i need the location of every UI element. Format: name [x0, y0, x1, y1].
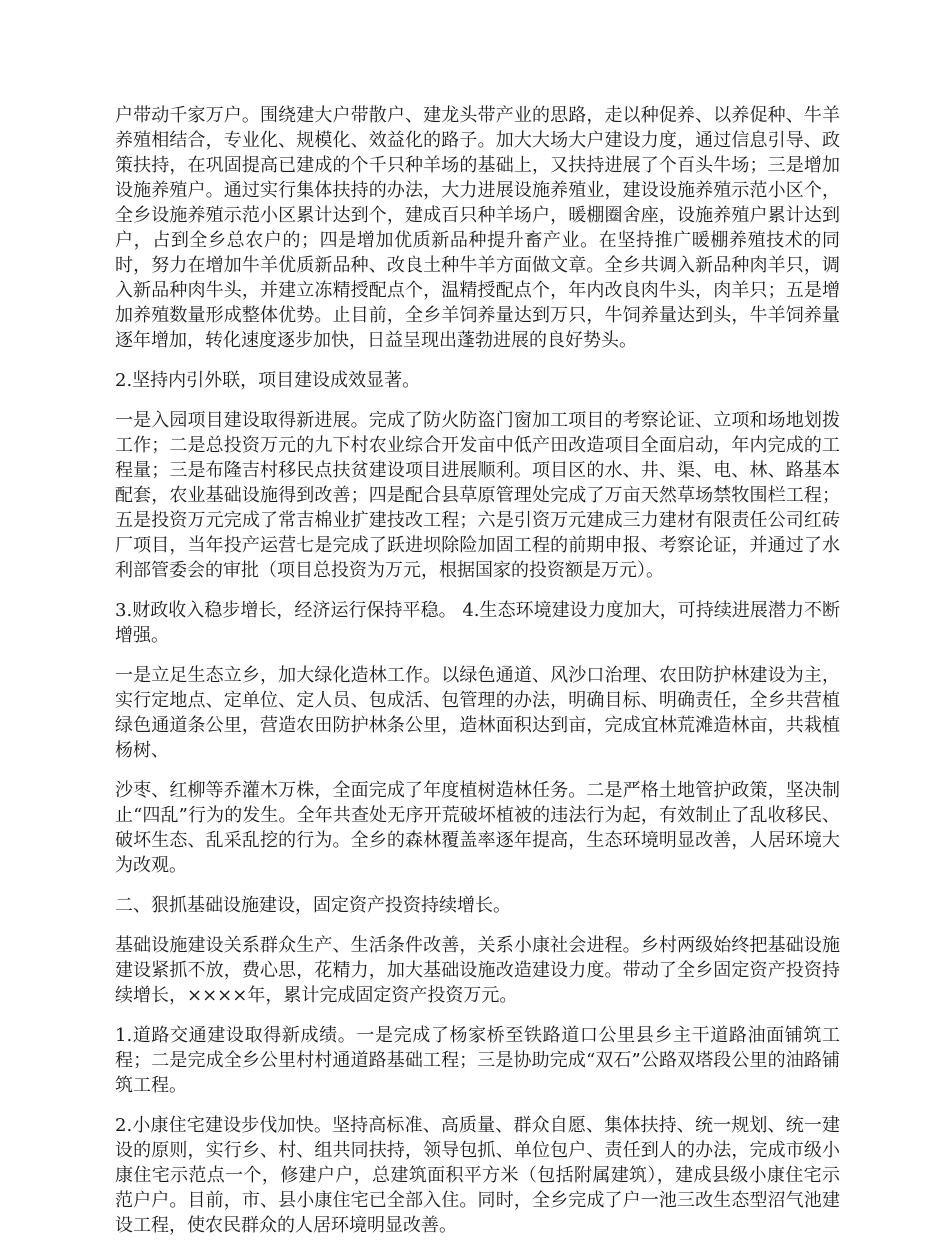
paragraph-afforestation: 一是立足生态立乡，加大绿化造林工作。以绿色通道、风沙口治理、农田防护林建设为主，实行定地点、定单位、定人员、包成活、包管理的办法，明确目标、明确责任，全乡共营植绿色通道条公里，营造农田防护林条公里，造林面积达到亩，完成宜林荒滩造林亩，共栽植杨树、 — [115, 665, 840, 761]
heading-project-construction: 2.坚持内引外联，项目建设成效显著。 — [115, 370, 421, 391]
paragraph-land-protection: 沙枣、红柳等乔灌木万株，全面完成了年度植树造林任务。二是严格土地管护政策，坚决制止“四乱”行为的发生。全年共查处无序开荒破坏植被的违法行为起，有效制止了乱收移民、破坏生态、乱采乱挖的行为。全乡的森林覆盖率逐年提高，生态环境明显改善，人居环境大为改观。 — [115, 780, 840, 876]
paragraph-roads: 1.道路交通建设取得新成绩。一是完成了杨家桥至铁路道口公里县乡主干道路油面铺筑工程；二是完成全乡公里村村通道路基础工程；三是协助完成“双石”公路双塔段公里的油路铺筑工程。 — [115, 1025, 840, 1096]
paragraph-projects: 一是入园项目建设取得新进展。完成了防火防盗门窗加工项目的考察论证、立项和场地划拨工作；二是总投资万元的九下村农业综合开发亩中低产田改造项目全面启动，年内完成的工程量；三是布隆吉村移民点扶贫建设项目进展顺利。项目区的水、井、渠、电、林、路基本配套，农业基础设施得到改善；四是配合县草原管理处完成了万亩天然草场禁牧围栏工程；五是投资万元完成了常吉棉业扩建技改工程；六是引资万元建成三力建材有限责任公司红砖厂项目，当年投产运营七是完成了跃进坝除险加固工程的前期申报、考察论证，并通过了水利部管委会的审批（项目总投资为万元，根据国家的投资额是万元）。 — [115, 410, 840, 581]
paragraph-infrastructure: 基础设施建设关系群众生产、生活条件改善，关系小康社会进程。乡村两级始终把基础设施建设紧抓不放，费心思，花精力，加大基础设施改造建设力度。带动了全乡固定资产投资持续增长，××××年，累计完成固定资产投资万元。 — [115, 935, 840, 1006]
paragraph-housing: 2.小康住宅建设步伐加快。坚持高标准、高质量、群众自愿、集体扶持、统一规划、统一建设的原则，实行乡、村、组共同扶持，领导包抓、单位包户、责任到人的办法，完成市级小康住宅示范点一个，修建户户，总建筑面积平方米（包括附属建筑），建成县级小康住宅示范户户。目前，市、县小康住宅已全部入住。同时，全乡完成了户一池三改生态型沼气池建设工程，使农民群众的人居环境明显改善。 — [115, 1115, 840, 1236]
heading-infrastructure: 二、狠抓基础设施建设，固定资产投资持续增长。 — [115, 895, 511, 916]
document-page — [115, 103, 840, 1253]
paragraph-livestock: 户带动千家万户。围绕建大户带散户、建龙头带产业的思路，走以种促养、以养促种、牛羊养殖相结合，专业化、规模化、效益化的路子。加大大场大户建设力度，通过信息引导、政策扶持，在巩固提高已建成的个千只种羊场的基础上，又扶持进展了个百头牛场；三是增加设施养殖户。通过实行集体扶持的办法，大力进展设施养殖业，建设设施养殖示范小区个，全乡设施养殖示范小区累计达到个，建成百只种羊场户，暖棚圈舍座，设施养殖户累计达到户，占到全乡总农户的；四是增加优质新品种提升畜产业。在坚持推广暖棚养殖技术的同时，努力在增加牛羊优质新品种、改良土种牛羊方面做文章。全乡共调入新品种肉羊只，调入新品种肉牛头，并建立冻精授配点个，温精授配点个，年内改良肉牛头，肉羊只；五是增加养殖数量形成整体优势。止目前，全乡羊饲养量达到万只，牛饲养量达到头，牛羊饲养量逐年增加，转化速度逐步加快，日益呈现出蓬勃进展的良好势头。 — [115, 105, 840, 351]
heading-finance-ecology: 3.财政收入稳步增长，经济运行保持平稳。 4.生态环境建设力度加大，可持续进展潜力不断增强。 — [115, 600, 840, 646]
